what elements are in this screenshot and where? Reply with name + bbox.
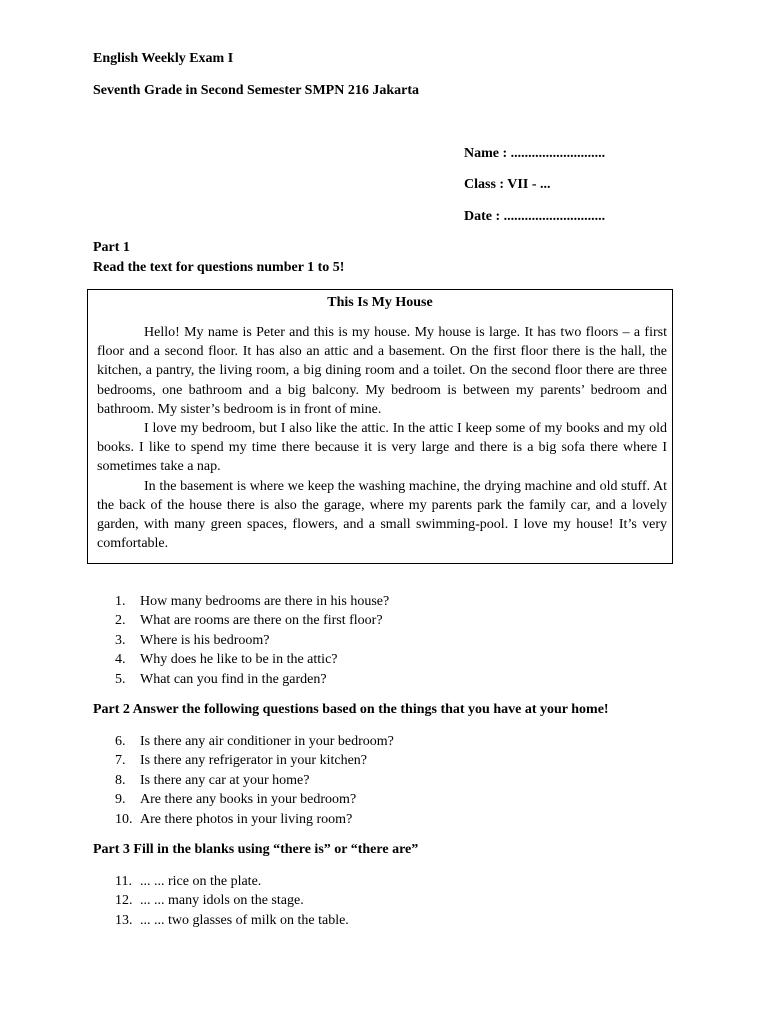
question-item [115, 771, 394, 790]
reading-text-title: This Is My House [327, 295, 433, 310]
part1-instruction: Read the text for questions number 1 to 5! [93, 260, 345, 275]
exam-subtitle: Seventh Grade in Second Semester SMPN 216 Jakarta [93, 83, 419, 98]
reading-paragraph: In the basement is where we keep the washing machine, the drying machine and old stuff. At the back of the house there is also the garage, where my parents park the family car, and a lovely garden, with many green spaces, flowers, and a small swimming-pool. I love my house! It’s very comfortable. [97, 478, 667, 552]
question-number: 1. [115, 594, 126, 609]
question-text: Are there any books in your bedroom? [140, 792, 357, 808]
question-item [115, 751, 394, 770]
question-item [115, 650, 389, 669]
question-item [115, 891, 349, 910]
question-number: 3. [115, 632, 126, 648]
question-number: 11. [115, 874, 132, 889]
reading-text-body [97, 323, 667, 553]
question-text: ... ... rice on the plate. [140, 874, 262, 889]
part1-question-list [115, 592, 389, 689]
question-number: 7. [115, 753, 126, 769]
question-number: 4. [115, 652, 126, 668]
question-text: Are there photos in your living room? [140, 811, 353, 827]
question-number: 8. [115, 772, 126, 788]
question-item [115, 631, 389, 650]
question-text: Why does he like to be in the attic? [140, 652, 338, 668]
exam-title: English Weekly Exam I [93, 51, 234, 66]
question-number: 5. [115, 671, 126, 687]
question-number: 6. [115, 734, 126, 749]
question-text: ... ... two glasses of milk on the table. [140, 912, 349, 928]
question-item [115, 790, 394, 809]
student-name-field: Name : ........................... [464, 146, 606, 161]
question-item [115, 872, 349, 891]
question-number: 9. [115, 792, 126, 808]
question-item [115, 732, 394, 751]
question-item [115, 670, 389, 689]
question-text: Where is his bedroom? [140, 632, 270, 648]
part3-question-list [115, 872, 349, 930]
question-text: How many bedrooms are there in his house? [140, 594, 390, 609]
question-number: 13. [115, 912, 133, 928]
part1-heading: Part 1 [93, 240, 130, 255]
exam-date-field: Date : ............................. [464, 209, 606, 224]
part2-heading: Part 2 Answer the following questions based on the things that you have at your home! [93, 702, 609, 717]
question-text: Is there any air conditioner in your bedroom? [140, 734, 394, 749]
question-text: Is there any refrigerator in your kitchen? [140, 753, 368, 769]
question-item [115, 611, 389, 630]
question-number: 10. [115, 811, 133, 827]
question-text: Is there any car at your home? [140, 772, 310, 788]
student-class-field: Class : VII - ... [464, 177, 551, 192]
part3-heading: Part 3 Fill in the blanks using “there is” or “there are” [93, 842, 419, 857]
question-item [115, 810, 394, 829]
question-text: What can you find in the garden? [140, 671, 327, 687]
question-text: ... ... many idols on the stage. [140, 893, 304, 909]
reading-text-box [87, 289, 673, 564]
question-item [115, 592, 389, 611]
question-item [115, 911, 349, 930]
question-number: 12. [115, 893, 133, 909]
question-text: What are rooms are there on the first floor? [140, 613, 383, 629]
part2-question-list [115, 732, 394, 829]
reading-paragraph: Hello! My name is Peter and this is my house. My house is large. It has two floors – a first floor and a second floor. It has also an attic and a basement. On the first floor there is the hall, the kitchen, a pantry, the living room, a big dining room and a toilet. On the second floor there are three bedrooms, one bathroom and a big balcony. My bedroom is between my parents’ bedroom and bathroom. My sister’s bedroom is in front of mine. [97, 325, 667, 417]
reading-paragraph: I love my bedroom, but I also like the attic. In the attic I keep some of my books and my old books. I like to spend my time there because it is very large and there is a big sofa there where I sometimes take a nap. [97, 421, 667, 475]
question-number: 2. [115, 613, 126, 629]
